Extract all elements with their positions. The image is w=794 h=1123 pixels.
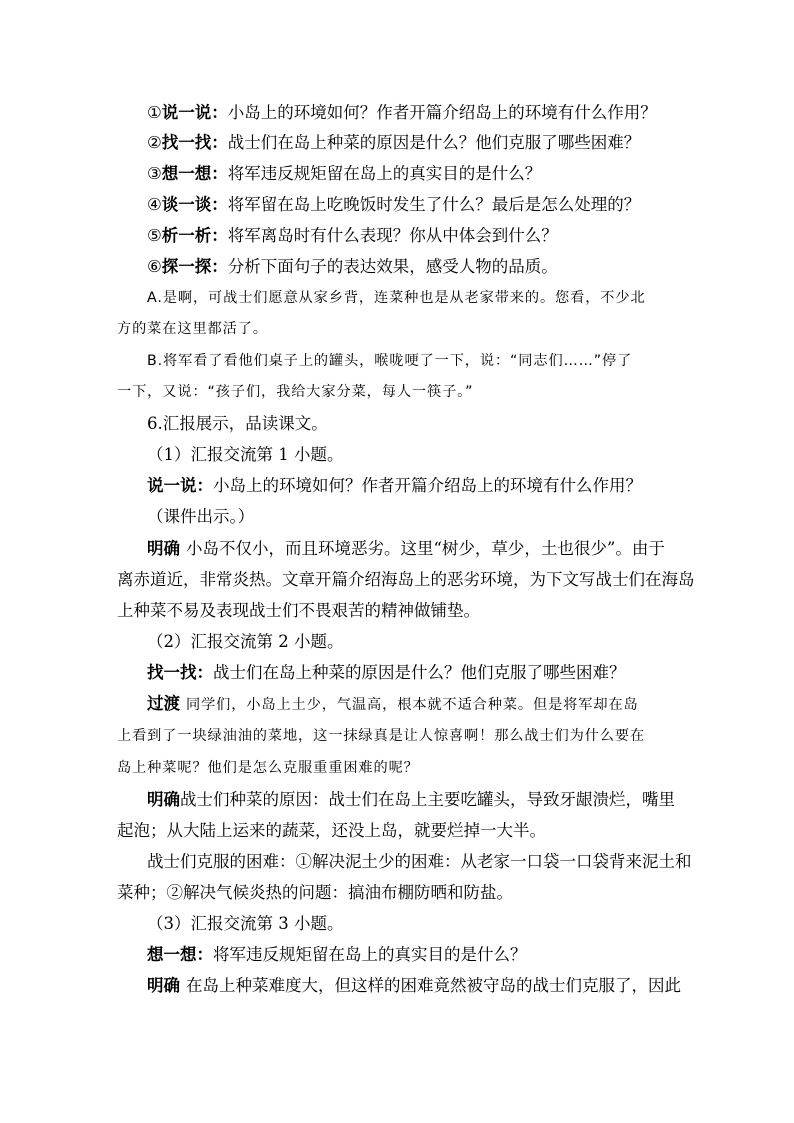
transition-text: 同学们，小岛上土少，气温高，根本就不适合种菜。但是将军却在岛	[186, 697, 639, 713]
question-2-repeat	[147, 661, 626, 685]
question-text: 将军违反规矩留在岛上的真实目的是什么？	[213, 945, 527, 964]
question-number: ④	[147, 195, 162, 214]
question-text: 将军违反规矩留在岛上的真实目的是什么？	[227, 164, 542, 183]
question-number: ③	[147, 164, 162, 183]
answer-2b-line-1: 战士们克服的困难：①解决泥土少的困难：从老家一口袋一口袋背来泥土和	[147, 852, 692, 871]
question-number: ②	[147, 133, 162, 152]
question-text: 战士们在岛上种菜的原因是什么？他们克服了哪些困难？	[227, 133, 641, 152]
transition-line-3: 岛上种菜呢？他们是怎么克服重重困难的呢？	[117, 760, 419, 776]
question-4	[147, 193, 640, 217]
question-5	[147, 224, 558, 248]
question-key: 想一想：	[147, 945, 213, 964]
transition-key: 过渡	[147, 694, 180, 713]
question-text: 战士们在岛上种菜的原因是什么？他们克服了哪些困难？	[213, 663, 626, 682]
sub-heading-3: （3）汇报交流第 3 小题。	[147, 914, 344, 933]
question-text: 将军留在岛上吃晚饭时发生了什么？最后是怎么处理的？	[227, 195, 641, 214]
question-1	[147, 101, 657, 125]
question-key: 说一说：	[161, 103, 228, 122]
step-heading: 6.汇报展示，品读课文。	[147, 414, 328, 433]
quote-a-line-1: A.是啊，可战士们愿意从家乡背，连菜种也是从老家带来的。您看，不少北	[147, 290, 646, 306]
question-key: 找一找：	[147, 663, 213, 682]
courseware-note: （课件出示。）	[147, 507, 255, 526]
question-key: 找一找：	[161, 133, 228, 152]
answer-2-line-1	[147, 788, 675, 812]
question-number: ⑥	[147, 257, 162, 276]
question-key: 想一想：	[161, 164, 228, 183]
quote-b-line-2: 一下，又说：“孩子们，我给大家分菜，每人一筷子。”	[117, 384, 474, 400]
answer-text: 小岛不仅小，而且环境恶劣。这里“树少，草少，土也很少”。由于	[186, 539, 665, 558]
question-3	[147, 162, 541, 186]
sub-heading-1: （1）汇报交流第 1 小题。	[147, 445, 344, 464]
question-number: ①	[147, 103, 162, 122]
sub-heading-2: （2）汇报交流第 2 小题。	[147, 632, 344, 651]
answer-1-line-3: 上种菜不易及表现战士们不畏艰苦的精神做铺垫。	[117, 601, 480, 620]
question-key: 说一说：	[147, 476, 213, 495]
answer-1-line-1	[147, 537, 665, 561]
transition-line-2: 上看到了一块绿油油的菜地，这一抹绿真是让人惊喜啊！那么战士们为什么要在	[117, 728, 646, 744]
question-text: 小岛上的环境如何？作者开篇介绍岛上的环境有什么作用？	[213, 476, 642, 495]
question-1-repeat	[147, 474, 642, 498]
answer-text: 战士们种菜的原因：战士们在岛上主要吃罐头，导致牙龈溃烂，嘴里	[180, 790, 675, 809]
answer-key: 明确	[147, 539, 180, 558]
question-text: 将军离岛时有什么表现？你从中体会到什么？	[227, 226, 558, 245]
quote-b-line-1: B.将军看了看他们桌子上的罐头，喉咙哽了一下，说：“同志们……”停了	[147, 353, 633, 369]
question-text: 分析下面句子的表达效果，感受人物的品质。	[227, 257, 558, 276]
question-key: 谈一谈：	[161, 195, 228, 214]
question-key: 析一析：	[161, 226, 228, 245]
question-key: 探一探：	[161, 257, 228, 276]
answer-2-line-2: 起泡；从大陆上运来的蔬菜，还没上岛，就要烂掉一大半。	[117, 821, 546, 840]
answer-2b-line-2: 菜种；②解决气候炎热的问题：搞油布棚防晒和防盐。	[117, 883, 513, 902]
question-2	[147, 131, 640, 155]
answer-key: 明确	[147, 976, 180, 995]
answer-text: 在岛上种菜难度大，但这样的困难竟然被守岛的战士们克服了，因此	[186, 976, 681, 995]
transition-line-1	[147, 692, 639, 717]
question-text: 小岛上的环境如何？作者开篇介绍岛上的环境有什么作用？	[227, 103, 657, 122]
quote-a-line-2: 方的菜在这里都活了。	[117, 321, 268, 337]
question-6	[147, 255, 558, 279]
question-3-repeat	[147, 943, 527, 967]
answer-1-line-2: 离赤道近，非常炎热。文章开篇介绍海岛上的恶劣环境，为下文写战士们在海岛	[117, 570, 695, 589]
answer-3-line-1	[147, 974, 681, 998]
question-number: ⑤	[147, 226, 162, 245]
answer-key: 明确	[147, 790, 180, 809]
